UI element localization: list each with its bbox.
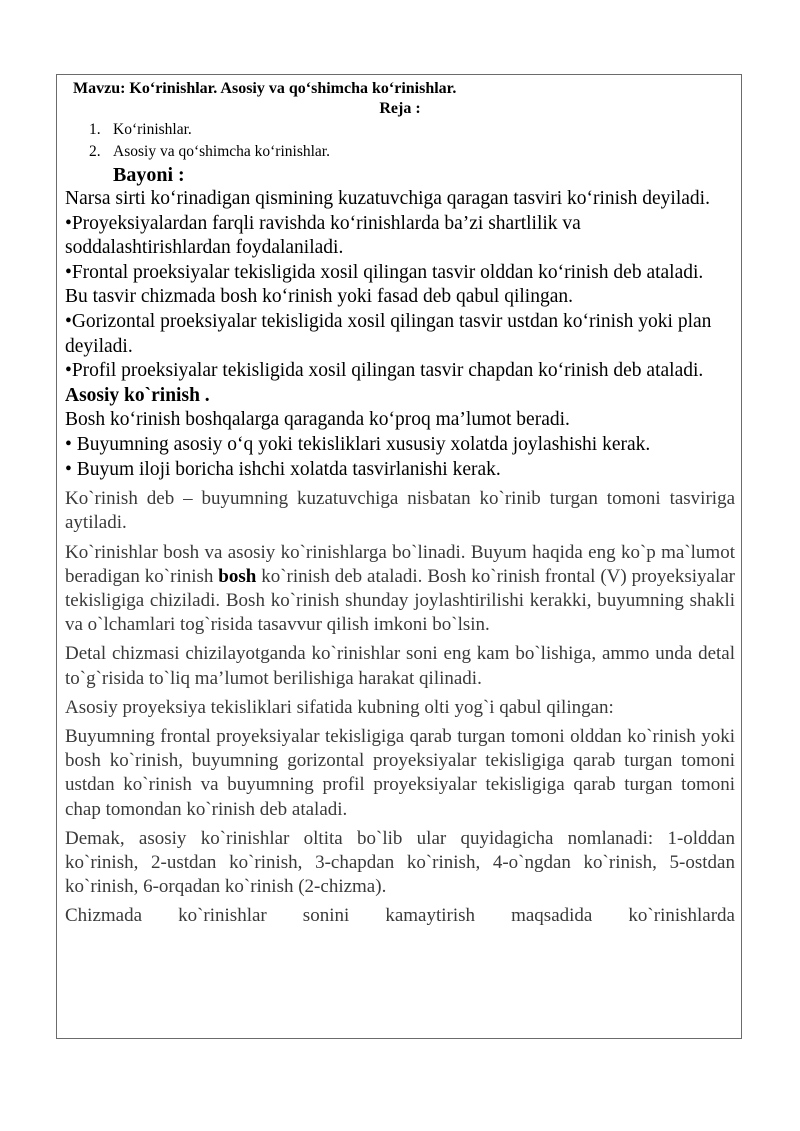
paragraph-six-views: Demak, asosiy ko`rinishlar oltita bo`lib ular quyidagicha nomlanadi: 1-olddan ko`rinish, 2-ustdan ko`rinish, 3-chapdan ko`rinish, 4-o`ngdan ko`rinish, 5-ostdan ko`rinish, 6-orqadan ko`rinish (2-chizma). [65, 827, 735, 898]
paragraph-main-view: Bu tasvir chizmada bosh ko‘rinish yoki fasad deb qabul qilingan. [65, 286, 573, 308]
section-heading-asosiy: Asosiy ko`rinish . [65, 384, 210, 406]
plan-item-number: 1. [89, 121, 101, 138]
bold-term: bosh [218, 565, 257, 587]
bullet-horizontal: •Gorizontal proeksiyalar tekisligida xosil qilingan tasvir ustdan ko‘rinish yoki plan deyiladi. [65, 310, 712, 357]
paragraph-definition: Narsa sirti ko‘rinadigan qismining kuzatuvchiga qaragan tasviri ko‘rinish deyiladi. [65, 188, 710, 209]
document-content [65, 79, 735, 929]
bayoni-heading: Bayoni : [113, 164, 185, 186]
plan-item-text: Ko‘rinishlar. [113, 121, 192, 138]
paragraph-view-definition: Ko`rinish deb – buyumning kuzatuvchiga nisbatan ko`rinib turgan tomoni tasviriga aytiladi. [65, 488, 735, 534]
paragraph-view-types-start: Ko`rinishlar bosh va asosiy ko`rinishlarga bo`linadi. Buyum haqida eng ko`p ma`lumot beradigan ko`rinish [65, 541, 735, 587]
paragraph-view-names: Buyumning frontal proyeksiyalar tekisligiga qarab turgan tomoni olddan ko`rinish yoki bosh ko`rinish, buyumning gorizontal proyeksiyalar tekisligiga qarab turgan tomoni ustdan ko`rinish va buyumning profil proyeksiyalar tekisligiga qarab turgan tomoni chap tomondan ko`rinish deb ataladi. [65, 725, 735, 820]
document-frame [56, 74, 742, 1039]
paragraph-reduce-views: Chizmada ko`rinishlar sonini kamaytirish maqsadida ko`rinishlarda [65, 905, 735, 927]
paragraph-view-types [65, 541, 735, 638]
bullet-profile: •Profil proeksiyalar tekisligida xosil qilingan tasvir chapdan ko‘rinish deb ataladi. [65, 360, 704, 382]
paragraph-cube-faces: Asosiy proyeksiya tekisliklari sifatida kubning olti yog`i qabul qilingan: [65, 696, 614, 718]
bullet-working-position: • Buyum iloji boricha ishchi xolatda tasvirlanishi kerak. [65, 458, 501, 480]
bullet-axes: • Buyumning asosiy o‘q yoki tekisliklari xususiy xolatda joylashishi kerak. [65, 433, 651, 455]
bullet-frontal: •Frontal proeksiyalar tekisligida xosil qilingan tasvir olddan ko‘rinish deb ataladi. [65, 261, 704, 283]
plan-list [65, 119, 735, 163]
plan-item [89, 141, 735, 163]
plan-heading: Reja : [379, 100, 421, 117]
bullet-simplification: •Proyeksiyalardan farqli ravishda ko‘rinishlarda ba’zi shartlilik va soddalashtirishlardan foydalaniladi. [65, 212, 581, 259]
plan-item [89, 119, 735, 141]
paragraph-view-types-end: ko`rinish deb ataladi. Bosh ko`rinish frontal (V) proyeksiyalar tekisligiga chiziladi. Bosh ko`rinish shunday joylashtirilishi kerakki, buyumning shakli va o`lchamlari tog`risida tasavvur qilish imkoni bo`lsin. [65, 565, 735, 636]
paragraph-main-view-info: Bosh ko‘rinish boshqalarga qaraganda ko‘proq ma’lumot beradi. [65, 409, 570, 431]
plan-item-text: Asosiy va qo‘shimcha ko‘rinishlar. [113, 143, 330, 160]
plan-item-number: 2. [89, 143, 101, 160]
page-title: Mavzu: Ko‘rinishlar. Asosiy va qo‘shimcha ko‘rinishlar. [73, 80, 457, 97]
paragraph-view-count: Detal chizmasi chizilayotganda ko`rinishlar soni eng kam bo`lishiga, ammo unda detal to`g`risida to`liq ma’lumot berilishiga harakat qilinadi. [65, 643, 735, 689]
